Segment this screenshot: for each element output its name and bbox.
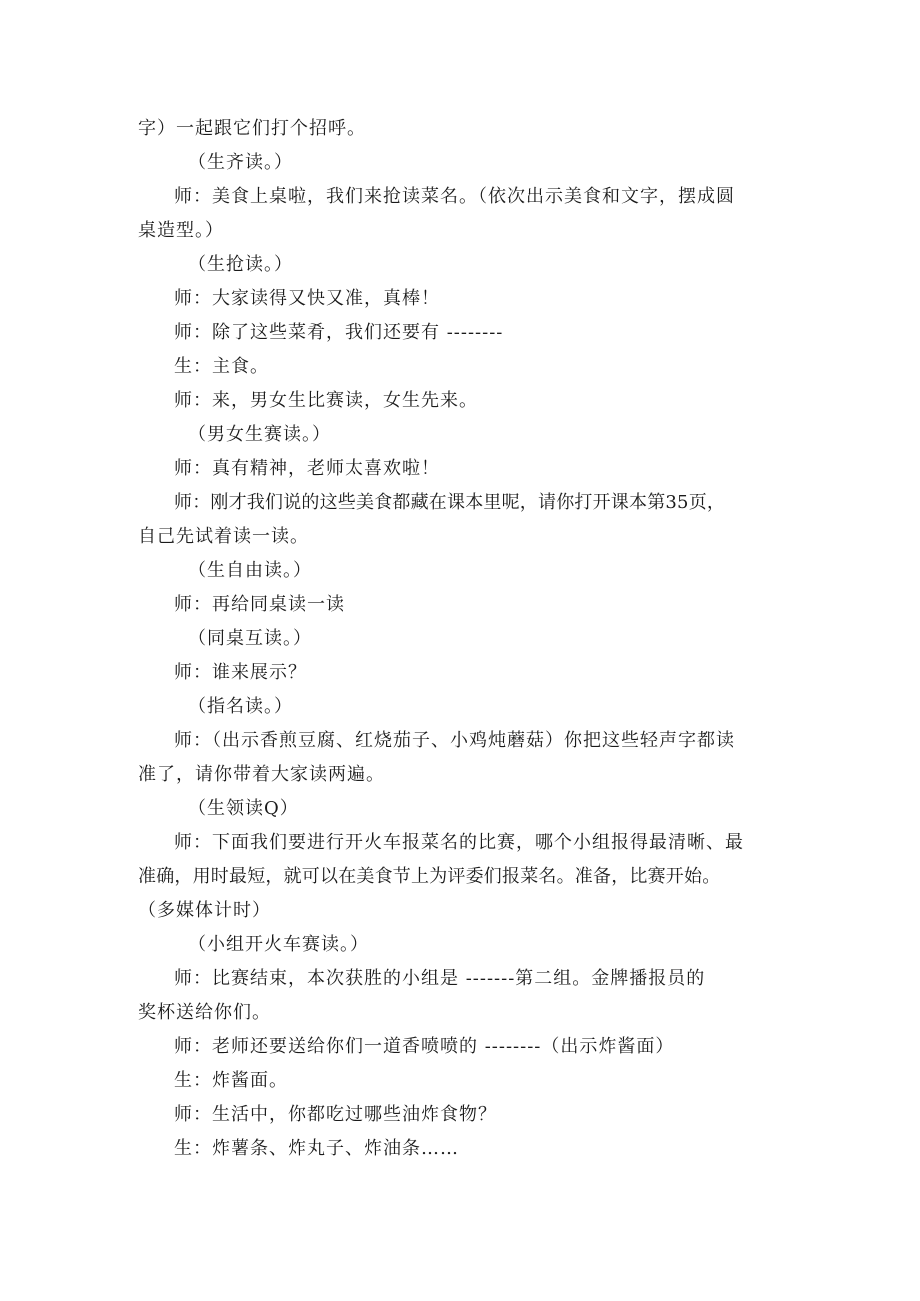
paragraph-line: （同桌互读。） bbox=[188, 628, 312, 649]
paragraph-line: （生自由读。） bbox=[188, 560, 312, 581]
paragraph-line: 师：下面我们要进行开火车报菜名的比赛，哪个小组报得最清晰、最 bbox=[174, 832, 744, 853]
paragraph-line: 师：除了这些菜肴，我们还要有 -------- bbox=[174, 322, 504, 343]
paragraph-line: 师：再给同桌读一读 bbox=[174, 594, 345, 615]
paragraph-line: 生：炸酱面。 bbox=[174, 1070, 288, 1091]
paragraph-line: 师：谁来展示？ bbox=[174, 662, 307, 683]
document-body bbox=[138, 112, 788, 1166]
paragraph-line: 师：刚才我们说的这些美食都藏在课本里呢，请你打开课本第35页， bbox=[174, 492, 726, 513]
paragraph-line: （多媒体计时） bbox=[138, 900, 271, 921]
paragraph-line: 师：真有精神，老师太喜欢啦！ bbox=[174, 458, 440, 479]
paragraph-line: 师：比赛结束，本次获胜的小组是 -------第二组。金牌播报员的 bbox=[174, 968, 706, 989]
paragraph-line: （小组开火车赛读。） bbox=[188, 934, 369, 955]
paragraph-line: （指名读。） bbox=[188, 696, 293, 717]
paragraph-line: （生齐读。） bbox=[188, 152, 293, 173]
paragraph-line: 师：（出示香煎豆腐、红烧茄子、小鸡炖蘑菇）你把这些轻声字都读 bbox=[174, 730, 735, 751]
paragraph-line: 桌造型。） bbox=[138, 220, 224, 241]
paragraph-line: 师：老师还要送给你们一道香喷喷的 --------（出示炸酱面） bbox=[174, 1036, 675, 1057]
paragraph-line: 准确，用时最短，就可以在美食节上为评委们报菜名。准备，比赛开始。 bbox=[138, 866, 721, 887]
paragraph-line: 师：大家读得又快又准，真棒！ bbox=[174, 288, 440, 309]
paragraph-line: 师：生活中，你都吃过哪些油炸食物？ bbox=[174, 1104, 497, 1125]
paragraph-line: 生：炸薯条、炸丸子、炸油条…… bbox=[174, 1138, 459, 1159]
paragraph-line: （男女生赛读。） bbox=[188, 424, 331, 445]
paragraph-line: （生抢读。） bbox=[188, 254, 293, 275]
paragraph-line: 自己先试着读一读。 bbox=[138, 526, 309, 547]
paragraph-line: 师：来，男女生比赛读，女生先来。 bbox=[174, 390, 478, 411]
paragraph-line: （生领读Q） bbox=[188, 798, 299, 819]
paragraph-line: 奖杯送给你们。 bbox=[138, 1002, 271, 1023]
paragraph-line: 师：美食上桌啦，我们来抢读菜名。（依次出示美食和文字，摆成圆 bbox=[174, 186, 735, 207]
paragraph-line: 准了，请你带着大家读两遍。 bbox=[138, 764, 385, 785]
paragraph-line: 字）一起跟它们打个招呼。 bbox=[138, 118, 366, 139]
paragraph-line: 生：主食。 bbox=[174, 356, 269, 377]
